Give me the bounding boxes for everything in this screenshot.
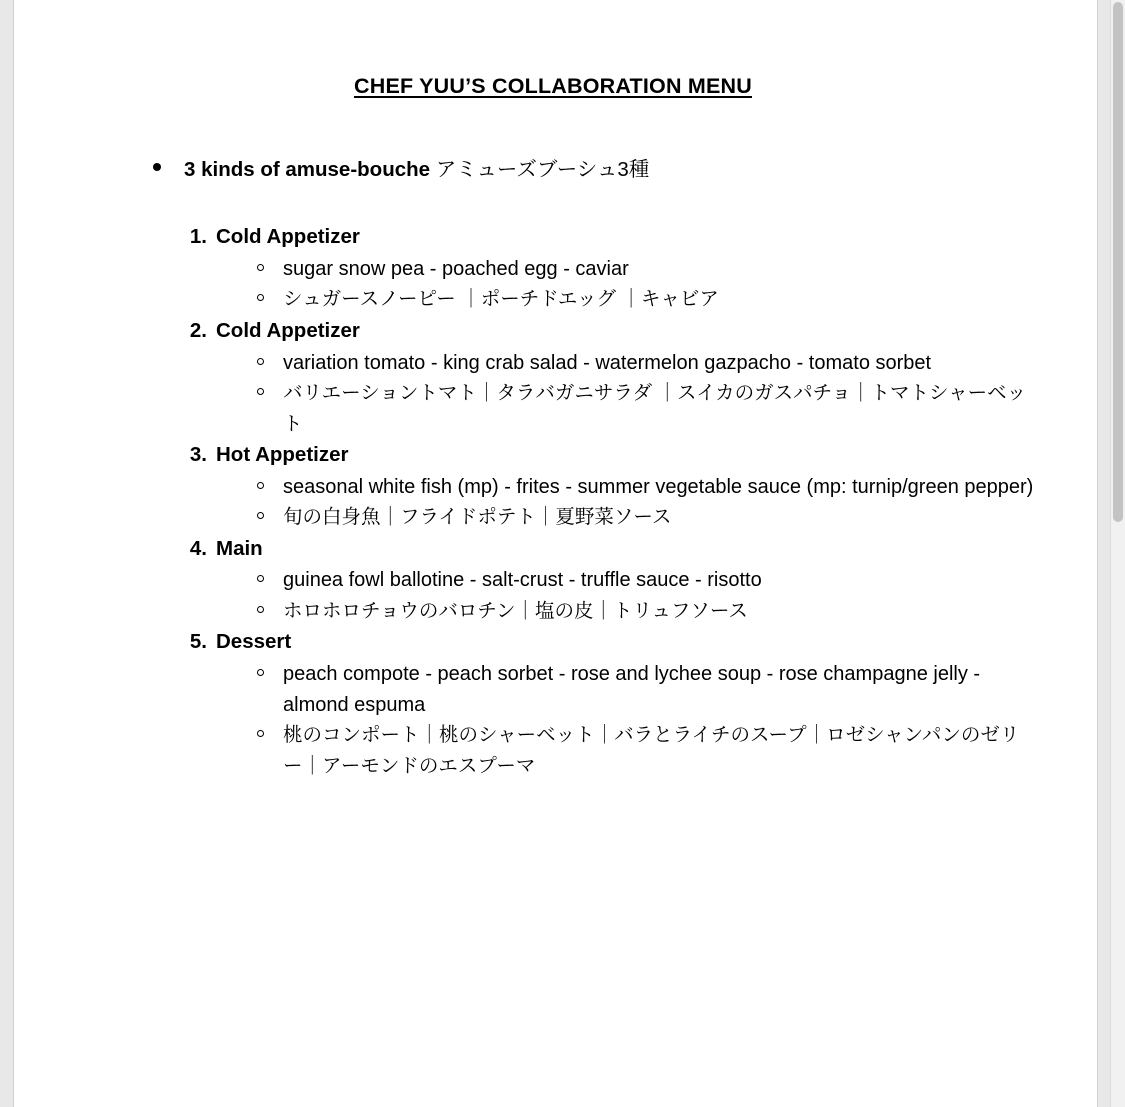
- course-item-5: [183, 627, 1037, 781]
- course-number-1: 1.: [189, 225, 207, 249]
- vertical-scrollbar[interactable]: [1110, 0, 1125, 1107]
- course-heading-1: [183, 222, 1037, 252]
- course-detail-jp-2: [283, 378, 1037, 439]
- hollow-bullet-icon: [257, 575, 264, 582]
- hollow-bullet-icon: [257, 264, 264, 271]
- course-detail-en-5: [283, 659, 1037, 720]
- course-detail-list-3: [183, 472, 1037, 533]
- course-number-4: 4.: [189, 536, 207, 560]
- course-title-5: Dessert: [216, 630, 292, 654]
- course-detail-text: peach compote - peach sorbet - rose and lychee soup - rose champagne jelly - almond espuma: [283, 663, 981, 716]
- course-number-3: 3.: [189, 442, 207, 466]
- course-number-5: 5.: [189, 630, 207, 654]
- scrollbar-thumb[interactable]: [1113, 2, 1123, 522]
- course-detail-text: guinea fowl ballotine - salt-crust - truffle sauce - risotto: [283, 569, 762, 592]
- hollow-bullet-icon: [257, 388, 264, 395]
- course-item-1: [183, 222, 1037, 315]
- hollow-bullet-icon: [257, 482, 264, 489]
- hollow-bullet-icon: [257, 669, 264, 676]
- course-title-4: Main: [216, 536, 263, 560]
- course-number-2: 2.: [189, 318, 207, 342]
- course-detail-text: 旬の白身魚｜フライドポテト｜夏野菜ソース: [283, 506, 672, 529]
- course-item-2: [183, 316, 1037, 439]
- course-title-2: Cold Appetizer: [216, 318, 360, 342]
- course-detail-jp-1: [283, 284, 1037, 314]
- course-detail-list-5: [183, 659, 1037, 781]
- hollow-bullet-icon: [257, 730, 264, 737]
- hollow-bullet-icon: [257, 358, 264, 365]
- course-heading-3: [183, 440, 1037, 470]
- course-detail-text: sugar snow pea - poached egg - caviar: [283, 257, 629, 280]
- course-detail-text: seasonal white fish (mp) - frites - summer vegetable sauce (mp: turnip/green pepper): [283, 475, 1034, 498]
- document-body: [14, 74, 1097, 781]
- document-page: [14, 0, 1097, 1107]
- course-detail-text: バリエーショントマト｜タラバガニサラダ ｜スイカのガスパチョ｜トマトシャーベット: [283, 382, 1027, 435]
- course-detail-list-1: [183, 254, 1037, 315]
- amuse-english-label: 3 kinds of amuse-bouche: [184, 158, 431, 181]
- course-detail-text: 桃のコンポート｜桃のシャーベット｜バラとライチのスープ｜ロゼシャンパンのゼリー｜アーモンドのエスプーマ: [283, 724, 1020, 777]
- hollow-bullet-icon: [257, 294, 264, 301]
- bullet-dot-icon: [153, 163, 161, 171]
- course-title-3: Hot Appetizer: [216, 442, 349, 466]
- amuse-bullet-item: [184, 155, 1037, 184]
- course-detail-text: variation tomato - king crab salad - watermelon gazpacho - tomato sorbet: [283, 351, 932, 374]
- course-detail-text: シュガースノーピー ｜ポーチドエッグ ｜キャビア: [283, 288, 719, 311]
- course-detail-list-4: [183, 565, 1037, 626]
- amuse-section: [69, 155, 1037, 184]
- course-item-4: [183, 534, 1037, 627]
- course-detail-jp-4: [283, 596, 1037, 626]
- amuse-japanese-label: アミューズブーシュ3種: [435, 158, 650, 181]
- course-detail-jp-3: [283, 502, 1037, 532]
- course-detail-en-3: [283, 472, 1037, 503]
- course-heading-4: [183, 534, 1037, 564]
- course-title-1: Cold Appetizer: [216, 225, 360, 249]
- course-detail-en-4: [283, 565, 1037, 596]
- page-title: CHEF YUU’S COLLABORATION MENU: [354, 74, 752, 98]
- course-detail-list-2: [183, 348, 1037, 439]
- course-detail-en-1: [283, 254, 1037, 285]
- course-heading-5: [183, 627, 1037, 657]
- hollow-bullet-icon: [257, 512, 264, 519]
- course-detail-text: ホロホロチョウのバロチン｜塩の皮｜トリュフソース: [283, 599, 748, 622]
- course-item-3: [183, 440, 1037, 533]
- left-margin-strip: [0, 0, 14, 1107]
- course-detail-en-2: [283, 348, 1037, 379]
- hollow-bullet-icon: [257, 606, 264, 613]
- course-list: [69, 222, 1037, 781]
- course-heading-2: [183, 316, 1037, 346]
- course-detail-jp-5: [283, 720, 1037, 781]
